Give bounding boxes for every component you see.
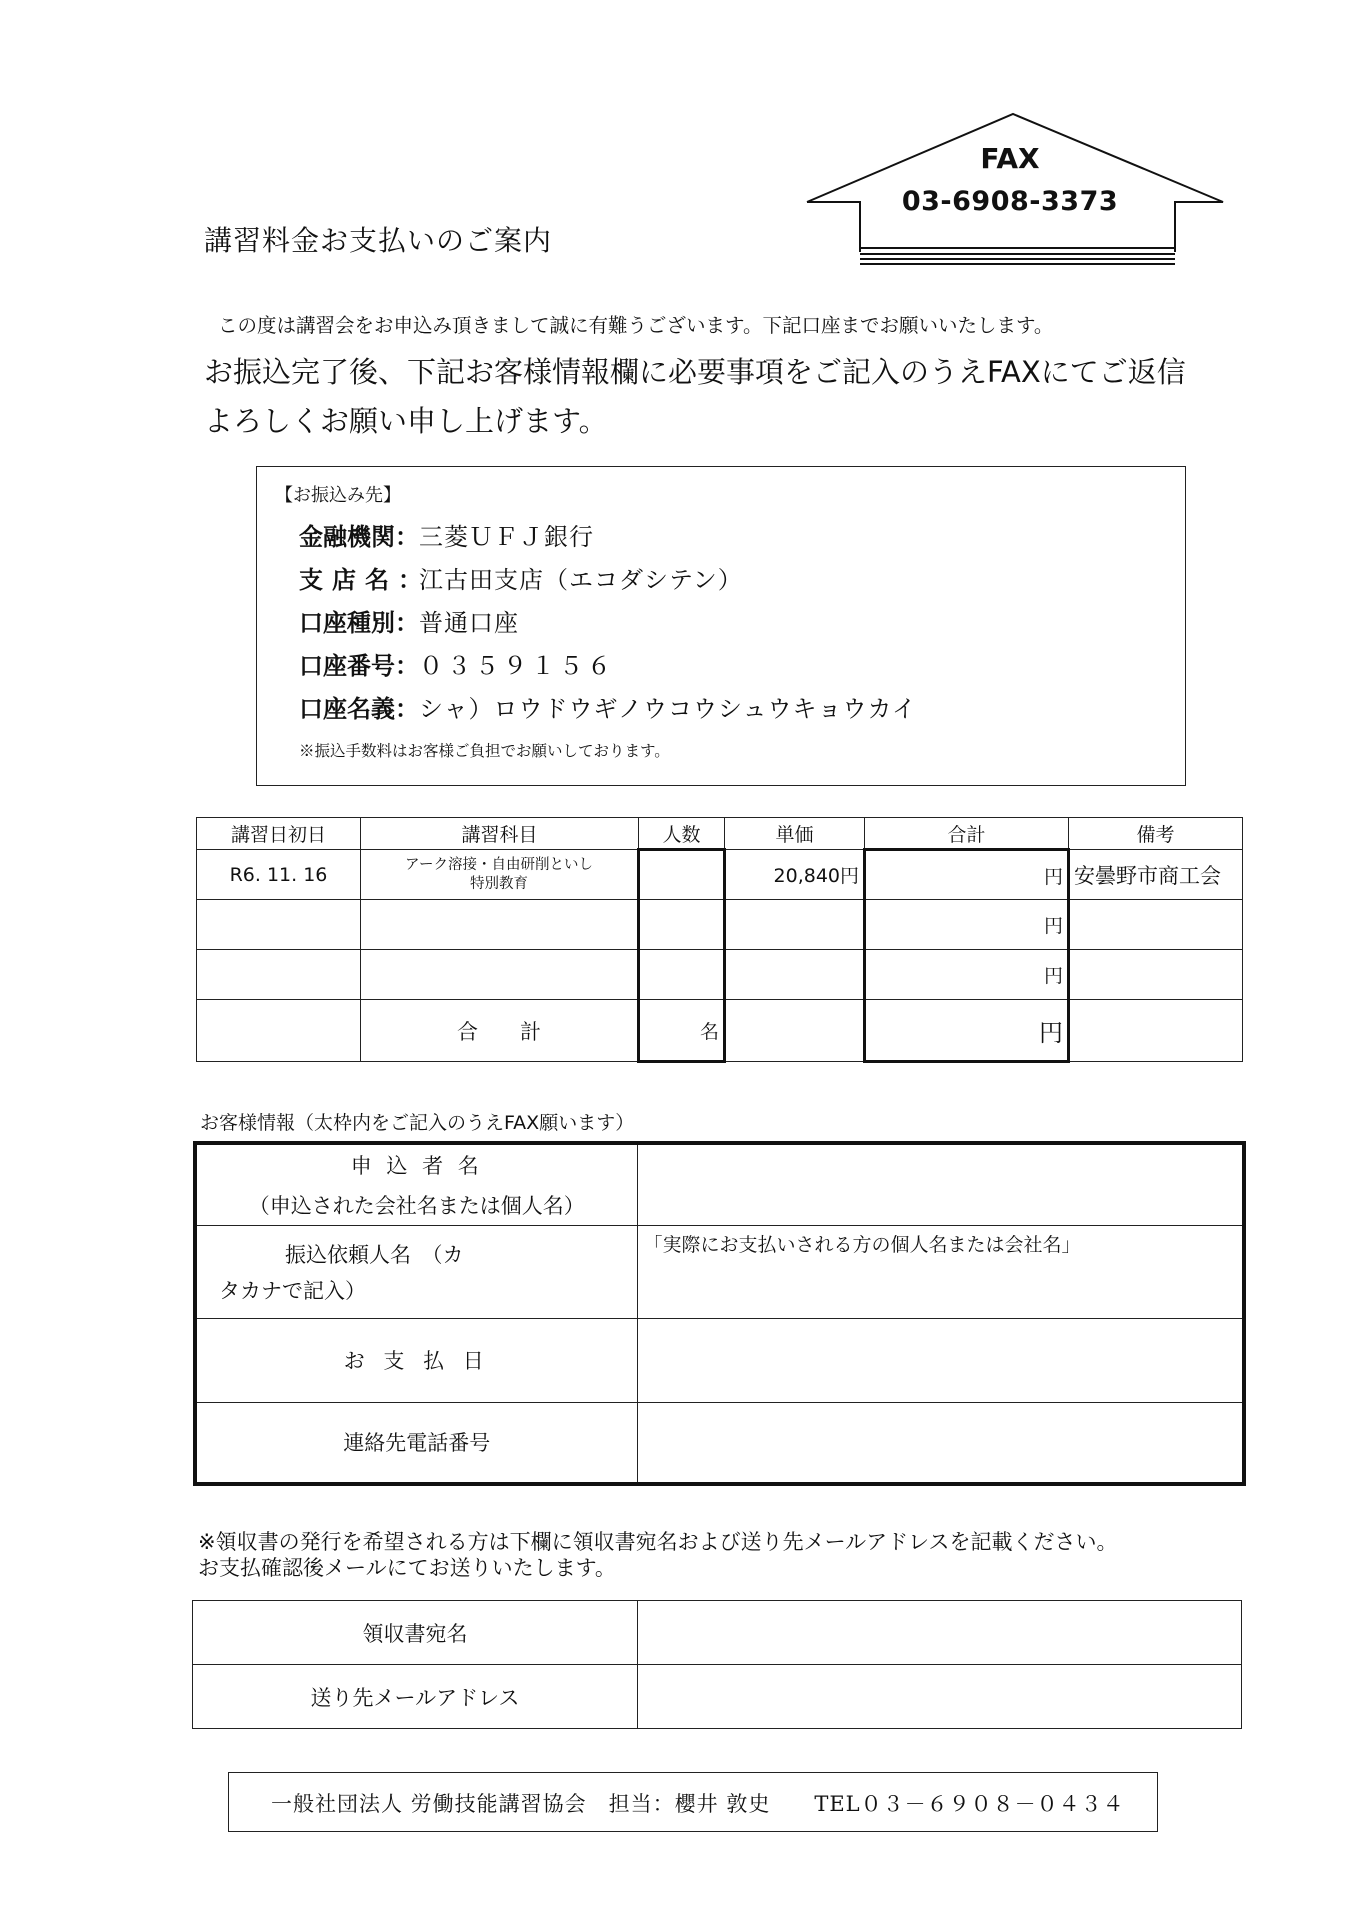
grand-total-cell[interactable]: 円 xyxy=(865,1000,1069,1062)
payment-date-field[interactable] xyxy=(637,1318,1244,1402)
footer-contact-text: 一般社団法人 労働技能講習協会 担当：櫻井 敦史 TEL０３－６９０８－０４３４ xyxy=(271,1792,1125,1816)
col-header-unit-price: 単価 xyxy=(725,818,865,850)
remitter-field[interactable]: 「実際にお支払いされる方の個人名または会社名」 xyxy=(637,1225,1244,1318)
bank-fee-note: ※振込手数料はお客様ご負担でお願いしております。 xyxy=(299,742,670,760)
count-cell[interactable] xyxy=(639,850,725,900)
bank-info-box xyxy=(256,466,1186,786)
bank-label: 口座名義： xyxy=(299,695,419,723)
bank-value: ０３５９１５６ xyxy=(419,652,615,680)
footer-contact-box xyxy=(228,1772,1158,1832)
receipt-email-label: 送り先メールアドレス xyxy=(193,1665,638,1729)
remitter-label xyxy=(195,1225,637,1318)
remitter-label-line-1: 振込依頼人名 （カ xyxy=(285,1242,464,1267)
unit-price-cell[interactable] xyxy=(725,950,865,1000)
phone-field[interactable] xyxy=(637,1402,1244,1484)
bank-label: 金融機関： xyxy=(299,523,419,551)
intro-line-1: この度は講習会をお申込み頂きまして誠に有難うございます。下記口座までお願いいたします。 xyxy=(218,314,1054,337)
receipt-row-email xyxy=(193,1665,1242,1729)
applicant-field[interactable] xyxy=(637,1143,1244,1225)
bank-row-account-name xyxy=(299,689,917,724)
page-title: 講習料金お支払いのご案内 xyxy=(204,224,553,257)
count-cell[interactable] xyxy=(639,900,725,950)
subject-cell xyxy=(361,850,639,900)
total-cell[interactable]: 円 xyxy=(865,950,1069,1000)
table-row xyxy=(197,900,1243,950)
table-row xyxy=(197,850,1243,900)
total-cell[interactable]: 円 xyxy=(865,850,1069,900)
col-header-date: 講習日初日 xyxy=(197,818,361,850)
customer-row-payment-date xyxy=(195,1318,1244,1402)
receipt-table xyxy=(192,1600,1242,1729)
table-row xyxy=(197,950,1243,1000)
unit-price-cell: 20,840円 xyxy=(725,850,865,900)
col-header-count: 人数 xyxy=(639,818,725,850)
count-cell[interactable] xyxy=(639,950,725,1000)
applicant-label xyxy=(195,1143,637,1225)
bank-value: シャ）ロウドウギノウコウシュウキョウカイ xyxy=(419,695,917,723)
receipt-note-1: ※領収書の発行を希望される方は下欄に領収書宛名および送り先メールアドレスを記載ください。 xyxy=(198,1530,1118,1554)
fax-number: 03-6908-3373 xyxy=(901,186,1119,217)
date-cell[interactable] xyxy=(197,900,361,950)
table-total-row xyxy=(197,1000,1243,1062)
customer-info-caption: お客様情報（太枠内をご記入のうえFAX願います） xyxy=(200,1112,635,1134)
note-cell[interactable] xyxy=(1069,900,1243,950)
receipt-addressee-field[interactable] xyxy=(638,1601,1242,1665)
customer-row-applicant xyxy=(195,1143,1244,1225)
note-cell[interactable] xyxy=(1069,950,1243,1000)
intro-line-3: よろしくお願い申し上げます。 xyxy=(204,404,608,438)
fax-label: FAX xyxy=(980,142,1040,175)
col-header-note: 備考 xyxy=(1069,818,1243,850)
subject-line-1: アーク溶接・自由研削といし xyxy=(404,856,594,873)
date-cell[interactable] xyxy=(197,950,361,1000)
bank-label: 口座番号： xyxy=(299,652,419,680)
table-header-row xyxy=(197,818,1243,850)
course-fee-table xyxy=(196,817,1243,1063)
customer-row-phone xyxy=(195,1402,1244,1484)
total-cell[interactable]: 円 xyxy=(865,900,1069,950)
intro-line-2: お振込完了後、下記お客様情報欄に必要事項をご記入のうえFAXにてご返信 xyxy=(204,355,1186,389)
date-cell: R6. 11. 16 xyxy=(197,850,361,900)
applicant-label-line-2: （申込された会社名または個人名） xyxy=(248,1193,585,1218)
phone-label: 連絡先電話番号 xyxy=(195,1402,637,1484)
subject-cell[interactable] xyxy=(361,900,639,950)
receipt-addressee-label: 領収書宛名 xyxy=(193,1601,638,1665)
receipt-row-addressee xyxy=(193,1601,1242,1665)
customer-row-remitter xyxy=(195,1225,1244,1318)
bank-value: 江古田支店（エコダシテン） xyxy=(419,566,743,594)
bank-row-account-type xyxy=(299,603,519,638)
applicant-label-line-1: 申 込 者 名 xyxy=(350,1153,483,1178)
note-cell: 安曇野市商工会 xyxy=(1069,850,1243,900)
remitter-label-line-2: タカナで記入） xyxy=(219,1278,366,1303)
bank-label: 支店名： xyxy=(299,566,431,594)
total-count-cell[interactable]: 名 xyxy=(639,1000,725,1062)
bank-row-account-number xyxy=(299,646,615,681)
total-row-blank xyxy=(197,1000,361,1062)
bank-value: 三菱ＵＦＪ銀行 xyxy=(419,523,594,551)
total-unit-price-blank xyxy=(725,1000,865,1062)
bank-row-branch xyxy=(299,560,743,595)
bank-value: 普通口座 xyxy=(419,609,519,637)
bank-label: 口座種別： xyxy=(299,609,419,637)
total-note-blank xyxy=(1069,1000,1243,1062)
receipt-email-field[interactable] xyxy=(638,1665,1242,1729)
subject-cell[interactable] xyxy=(361,950,639,1000)
bank-row-institution xyxy=(299,517,594,552)
receipt-note-2: お支払確認後メールにてお送りいたします。 xyxy=(198,1556,616,1580)
col-header-subject: 講習科目 xyxy=(361,818,639,850)
subject-line-2: 特別教育 xyxy=(470,875,528,892)
customer-info-table xyxy=(193,1141,1246,1486)
unit-price-cell[interactable] xyxy=(725,900,865,950)
col-header-total: 合計 xyxy=(865,818,1069,850)
payment-date-label: お 支 払 日 xyxy=(195,1318,637,1402)
bank-heading: 【お振込み先】 xyxy=(275,485,401,506)
total-row-label: 合 計 xyxy=(361,1000,639,1062)
